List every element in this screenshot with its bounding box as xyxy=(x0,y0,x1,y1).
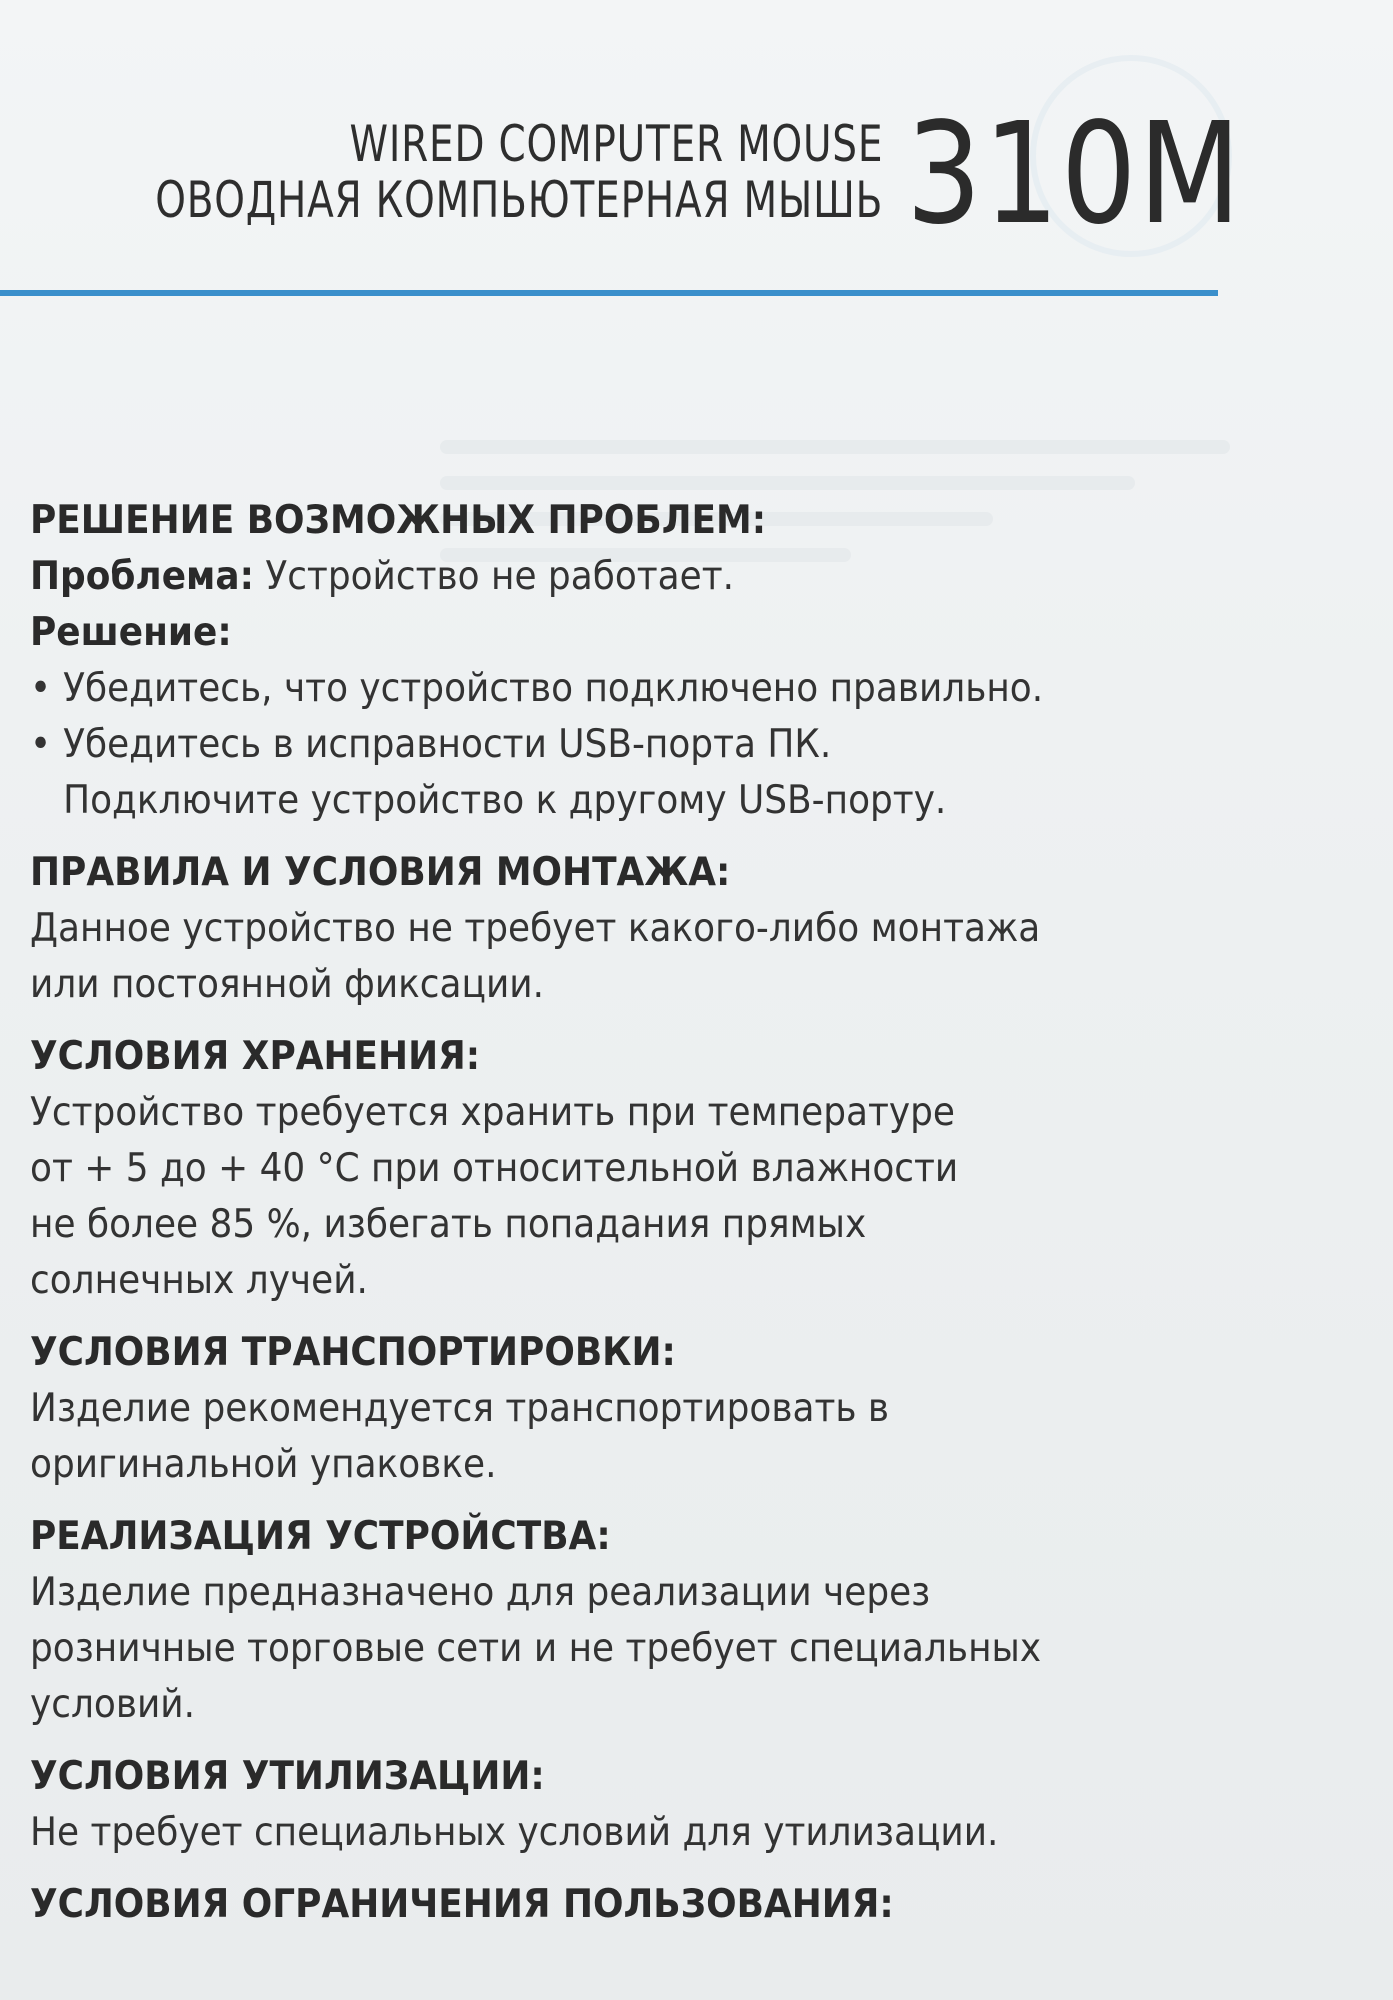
list-item-text: Убедитесь в исправности USB-порта ПК. xyxy=(63,722,832,767)
section-troubleshooting xyxy=(30,493,1370,829)
product-title-ru: ОВОДНАЯ КОМПЬЮТЕРНАЯ МЫШЬ xyxy=(155,171,883,229)
model-number: 310M xyxy=(906,93,1243,256)
section-disposal xyxy=(30,1749,1370,1861)
solution-label: Решение: xyxy=(30,610,232,655)
list-item-continuation: Подключите устройство к другому USB-порту. xyxy=(63,778,947,823)
paragraph-line: Не требует специальных условий для утилизации. xyxy=(30,1810,999,1855)
section-title: УСЛОВИЯ ОГРАНИЧЕНИЯ ПОЛЬЗОВАНИЯ: xyxy=(30,1882,894,1927)
paragraph-line: условий. xyxy=(30,1682,196,1727)
problem-text: Устройство не работает. xyxy=(253,554,735,599)
section-title: УСЛОВИЯ УТИЛИЗАЦИИ: xyxy=(30,1754,545,1799)
list-item xyxy=(30,717,1263,773)
document-header xyxy=(0,93,1393,256)
paragraph-line: не более 85 %, избегать попадания прямых xyxy=(30,1202,867,1247)
paragraph-line: оригинальной упаковке. xyxy=(30,1442,497,1487)
paragraph-line: солнечных лучей. xyxy=(30,1258,368,1303)
section-transport xyxy=(30,1325,1370,1493)
section-sales xyxy=(30,1509,1370,1733)
paragraph-line: от + 5 до + 40 °C при относительной влажности xyxy=(30,1146,959,1191)
section-title: РЕШЕНИЕ ВОЗМОЖНЫХ ПРОБЛЕМ: xyxy=(30,498,767,543)
bullet-icon: • xyxy=(30,666,52,711)
paragraph-line: Изделие предназначено для реализации через xyxy=(30,1570,931,1615)
list-item-text: Убедитесь, что устройство подключено правильно. xyxy=(63,666,1044,711)
bullet-icon: • xyxy=(30,722,52,767)
section-title: РЕАЛИЗАЦИЯ УСТРОЙСТВА: xyxy=(30,1514,611,1559)
section-title: УСЛОВИЯ ХРАНЕНИЯ: xyxy=(30,1034,481,1079)
section-title: УСЛОВИЯ ТРАНСПОРТИРОВКИ: xyxy=(30,1330,676,1375)
solution-line xyxy=(30,605,1263,661)
product-title-en: WIRED COMPUTER MOUSE xyxy=(349,115,883,173)
header-divider xyxy=(0,290,1218,296)
section-storage xyxy=(30,1029,1370,1309)
section-usage-limits xyxy=(30,1877,1370,1933)
document-body xyxy=(30,493,1370,1933)
paragraph-line: Данное устройство не требует какого-либо монтажа xyxy=(30,906,1041,951)
paragraph-line: или постоянной фиксации. xyxy=(30,962,544,1007)
list-item xyxy=(30,661,1263,717)
paragraph-line: розничные торговые сети и не требует специальных xyxy=(30,1626,1042,1671)
section-mounting xyxy=(30,845,1370,1013)
problem-line xyxy=(30,549,1263,605)
paragraph-line: Устройство требуется хранить при температуре xyxy=(30,1090,955,1135)
paragraph-line: Изделие рекомендуется транспортировать в xyxy=(30,1386,890,1431)
problem-label: Проблема: xyxy=(30,554,254,599)
section-title: ПРАВИЛА И УСЛОВИЯ МОНТАЖА: xyxy=(30,850,731,895)
